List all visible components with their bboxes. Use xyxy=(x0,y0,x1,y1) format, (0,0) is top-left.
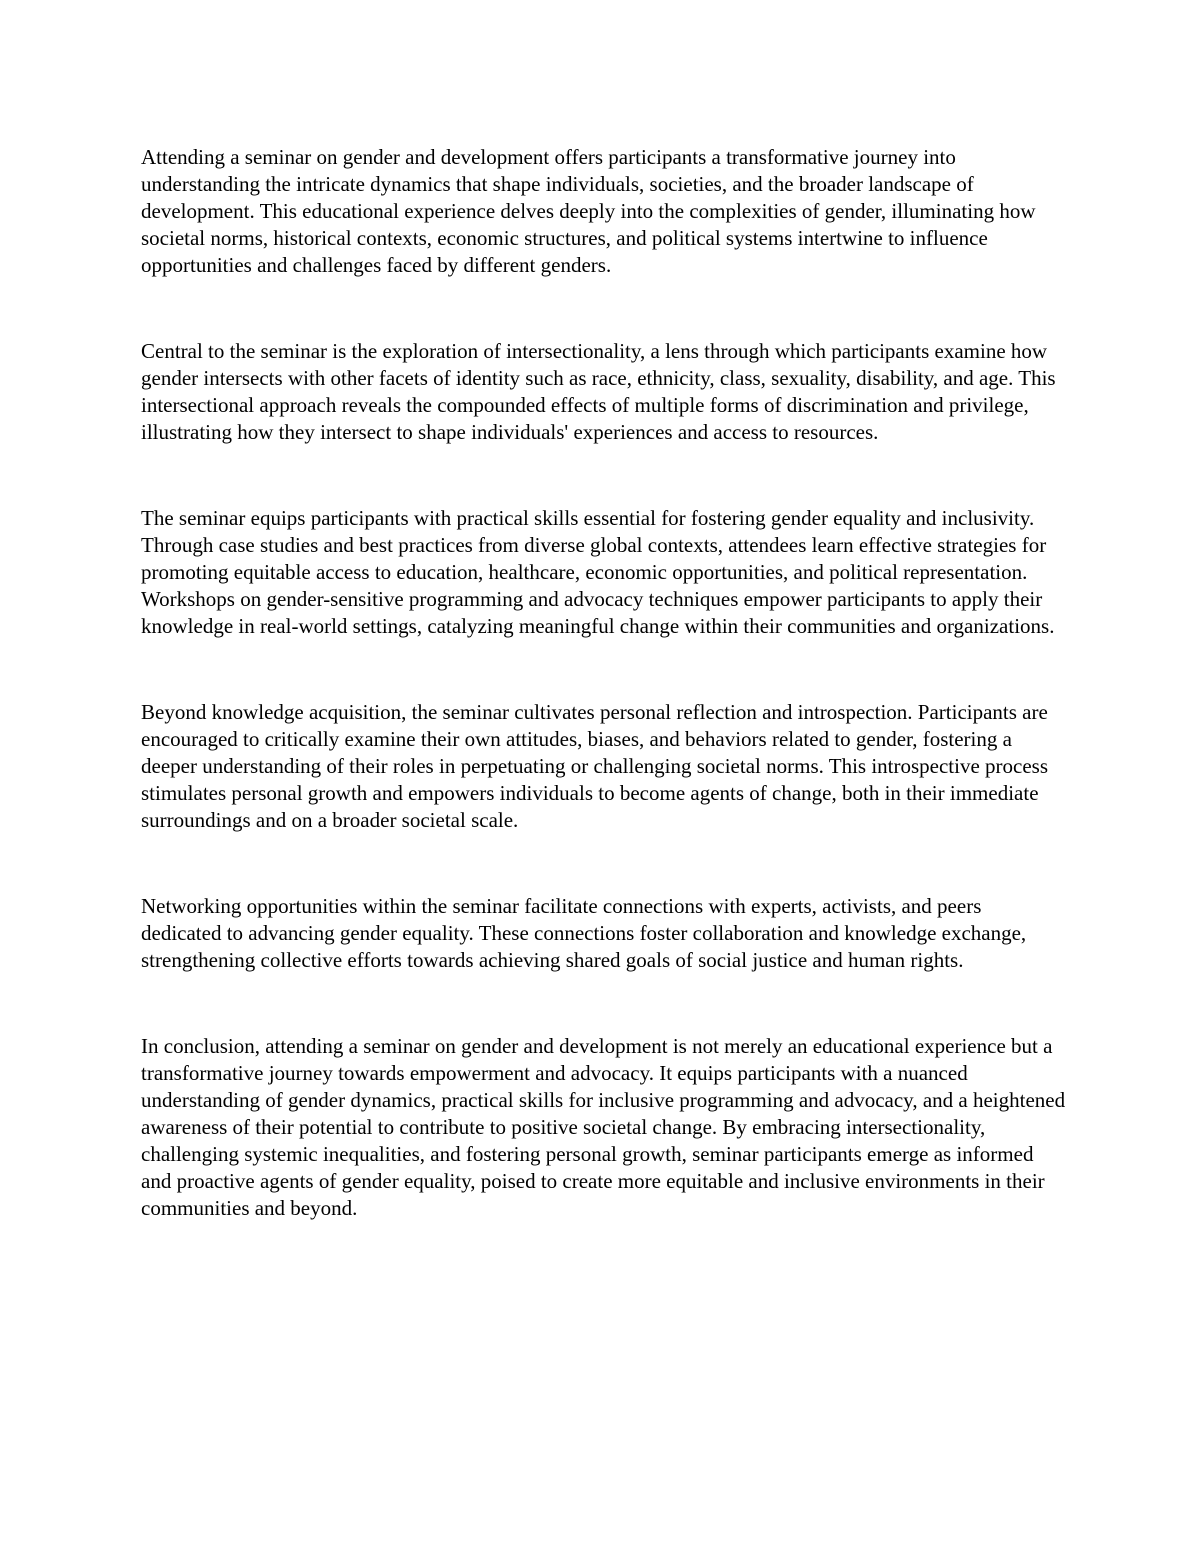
paragraph-intersectionality: Central to the seminar is the exploration of intersectionality, a lens through which participants examine how gender intersects with other facets of identity such as race, ethnicity, class, sexuality, disability, and age. This intersectional approach reveals the compounded effects of multiple forms of discrimination and privilege, illustrating how they intersect to shape individuals' experiences and access to resources. xyxy=(141,339,1056,444)
paragraph-practical-skills: The seminar equips participants with practical skills essential for fostering gender equality and inclusivity. Through case studies and best practices from diverse global contexts, attendees learn effective strategies for promoting equitable access to education, healthcare, economic opportunities, and political representation. Workshops on gender-sensitive programming and advocacy techniques empower participants to apply their knowledge in real-world settings, catalyzing meaningful change within their communities and organizations. xyxy=(141,506,1055,638)
paragraph-networking: Networking opportunities within the seminar facilitate connections with experts, activists, and peers dedicated to advancing gender equality. These connections foster collaboration and knowledge exchange, strengthening collective efforts towards achieving shared goals of social justice and human rights. xyxy=(141,894,1027,972)
document-body xyxy=(141,144,1066,1222)
paragraph-personal-reflection: Beyond knowledge acquisition, the seminar cultivates personal reflection and introspection. Participants are encouraged to critically examine their own attitudes, biases, and behaviors related to gender, fostering a deeper understanding of their roles in perpetuating or challenging societal norms. This introspective process stimulates personal growth and empowers individuals to become agents of change, both in their immediate surroundings and on a broader societal scale. xyxy=(141,700,1049,832)
paragraph-intro: Attending a seminar on gender and development offers participants a transformative journey into understanding the intricate dynamics that shape individuals, societies, and the broader landscape of development. This educational experience delves deeply into the complexities of gender, illuminating how societal norms, historical contexts, economic structures, and political systems intertwine to influence opportunities and challenges faced by different genders. xyxy=(141,145,1036,277)
paragraph-conclusion: In conclusion, attending a seminar on gender and development is not merely an educational experience but a transformative journey towards empowerment and advocacy. It equips participants with a nuanced understanding of gender dynamics, practical skills for inclusive programming and advocacy, and a heightened awareness of their potential to contribute to positive societal change. By embracing intersectionality, challenging systemic inequalities, and fostering personal growth, seminar participants emerge as informed and proactive agents of gender equality, poised to create more equitable and inclusive environments in their communities and beyond. xyxy=(141,1034,1066,1220)
